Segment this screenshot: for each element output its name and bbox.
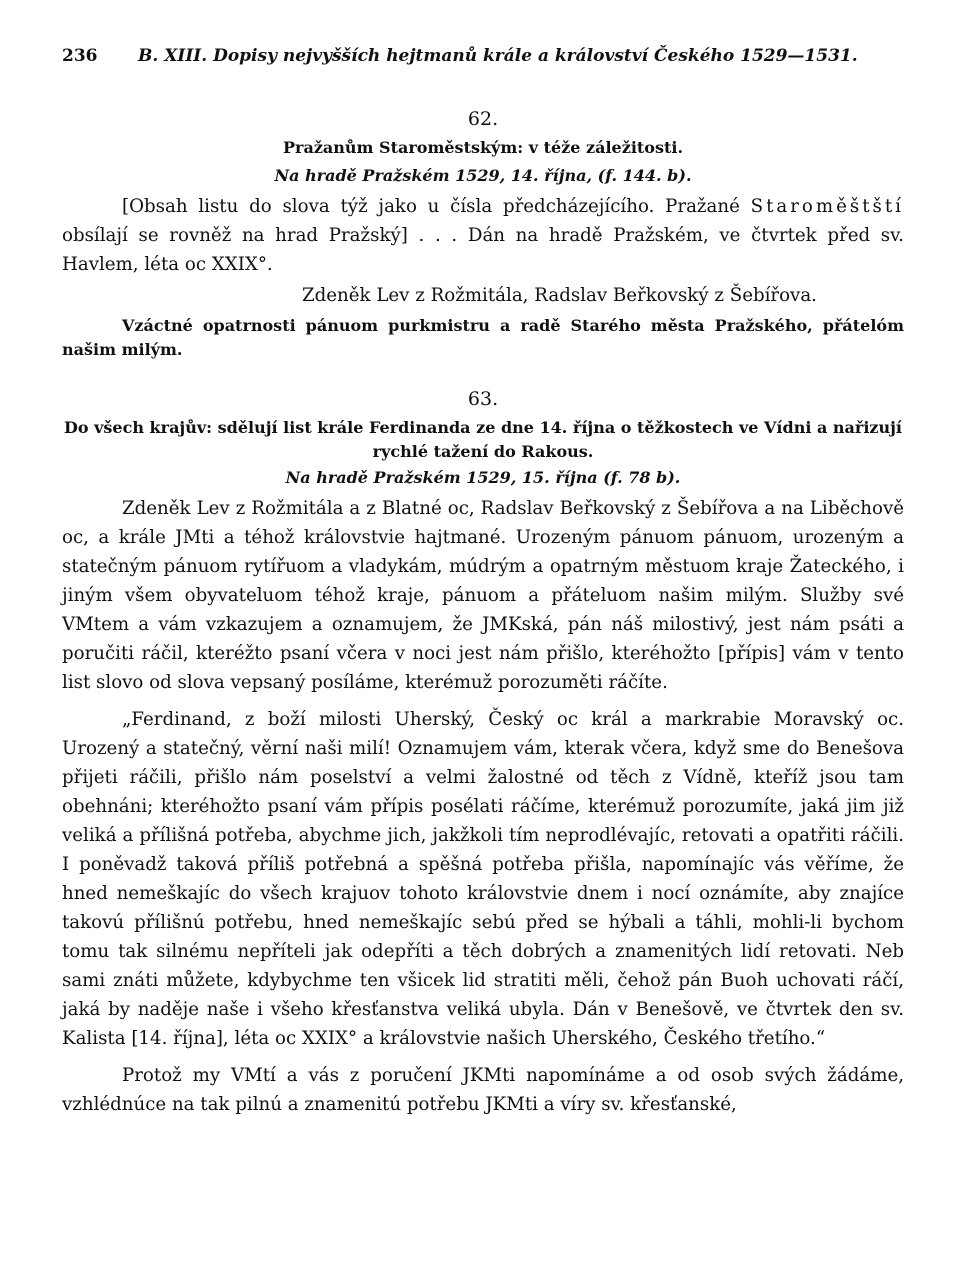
running-title: B. XIII. Dopisy nejvyšších hejtmanů krále a království Českého 1529—1531. <box>138 46 858 66</box>
summary-spaced-word: Staroměštští <box>750 196 904 217</box>
body-paragraph: Protož my VMtí a vás z poručení JKMti napomínáme a od osob svých žádáme, vzhlédnúce na tak pilnú a znamenitú potřebu JKMti a víry sv. křesťanské, <box>62 1065 904 1115</box>
letter-signers: Zdeněk Lev z Rožmitála, Radslav Beřkovský z Šebířova. <box>302 285 817 306</box>
letter-summary <box>62 192 904 279</box>
letter-63 <box>62 388 904 1119</box>
letter-heading: Pražanům Staroměstským: v téže záležitosti. <box>282 138 684 157</box>
letter-place-date: Na hradě Pražském 1529, 14. října, (f. 144. b). <box>274 166 692 185</box>
letter-number: 63. <box>467 388 499 410</box>
letter-number: 62. <box>467 108 499 130</box>
body-paragraph: Zdeněk Lev z Rožmitála a z Blatné oc, Radslav Beřkovský z Šebířova a na Liběchově oc, a krále JMti a téhož královstvie hajtmané. Urozeným pánuom pánuom, urozeným a statečným pánuom rytířuom a vladykám, múdrým a opatrným městuom kraje Žateckého, i jiným všem obyvateluom téhož kraje, pánuom a přáteluom našim milým. Služby své VMtem a vám vzkazujem a oznamujem, že JMKská, pán náš milostivý, jest nám psáti a poručiti ráčil, kteréžto psaní včera v noci jest nám přišlo, kteréhožto [přípis] vám v tento list slovo od slova vepsaný posíláme, kterémuž porozuměti ráčíte. <box>62 498 904 693</box>
letter-address: Vzáctné opatrnosti pánuom purkmistru a radě Starého města Pražského, přátelóm našim milým. <box>62 316 904 359</box>
letter-place-date: Na hradě Pražském 1529, 15. října (f. 78 b). <box>285 468 681 487</box>
body-paragraph-quoted: „Ferdinand, z boží milosti Uherský, Český oc král a markrabie Moravský oc. Urozený a statečný, věrní naši milí! Oznamujem vám, kterak včera, když sme do Benešova přijeti ráčili, přišlo nám poselství a velmi žalostné od těch z Vídně, kteříž jsou tam obehnáni; kteréhožto psaní vám přípis posélati ráčíme, kterémuž porozumíte, jaká jim již veliká a přílišná potřeba, abychme jich, jakžkoli tím neprodlévajíc, retovati a opatřiti ráčili. I poněvadž taková příliš potřebná a spěšná potřeba přišla, napomínajíc vás věříme, že hned nemeškajíc do všech krajuov tohoto královstvie dnem i nocí oznámíte, aby znajíce takovú přílišnú potřebu, hned nemeškajíc sebú před se hýbali a táhli, mohli-li bychom tomu tak silnému nepříteli jak odepříti a těch dobrých a znamenitých lidí retovati. Neb sami znáti můžete, kdybychme ten všicek lid stratiti měli, čehož pán Buoh uchovati ráčí, jaká by naděje naše i všeho křesťanstva veliká ubyla. Dán v Benešově, ve čtvrtek den sv. Kalista [14. října], léta oc XXIX° a královstvie našich Uherského, Českého třetího.“ <box>62 709 904 1049</box>
summary-text-1: [Obsah listu do slova týž jako u čísla předcházejícího. Pražané <box>122 196 751 217</box>
page-header <box>62 46 904 86</box>
page-number: 236 <box>62 46 98 66</box>
letter-62 <box>62 108 904 362</box>
summary-text-2: obsílají se rovněž na hrad Pražský] . . . Dán na hradě Pražském, ve čtvrtek před sv. Havlem, léta oc XXIX°. <box>62 225 904 275</box>
letter-heading: Do všech krajův: sdělují list krále Ferdinanda ze dne 14. října o těžkostech ve Vídni a nařizují rychlé tažení do Rakous. <box>64 418 902 461</box>
